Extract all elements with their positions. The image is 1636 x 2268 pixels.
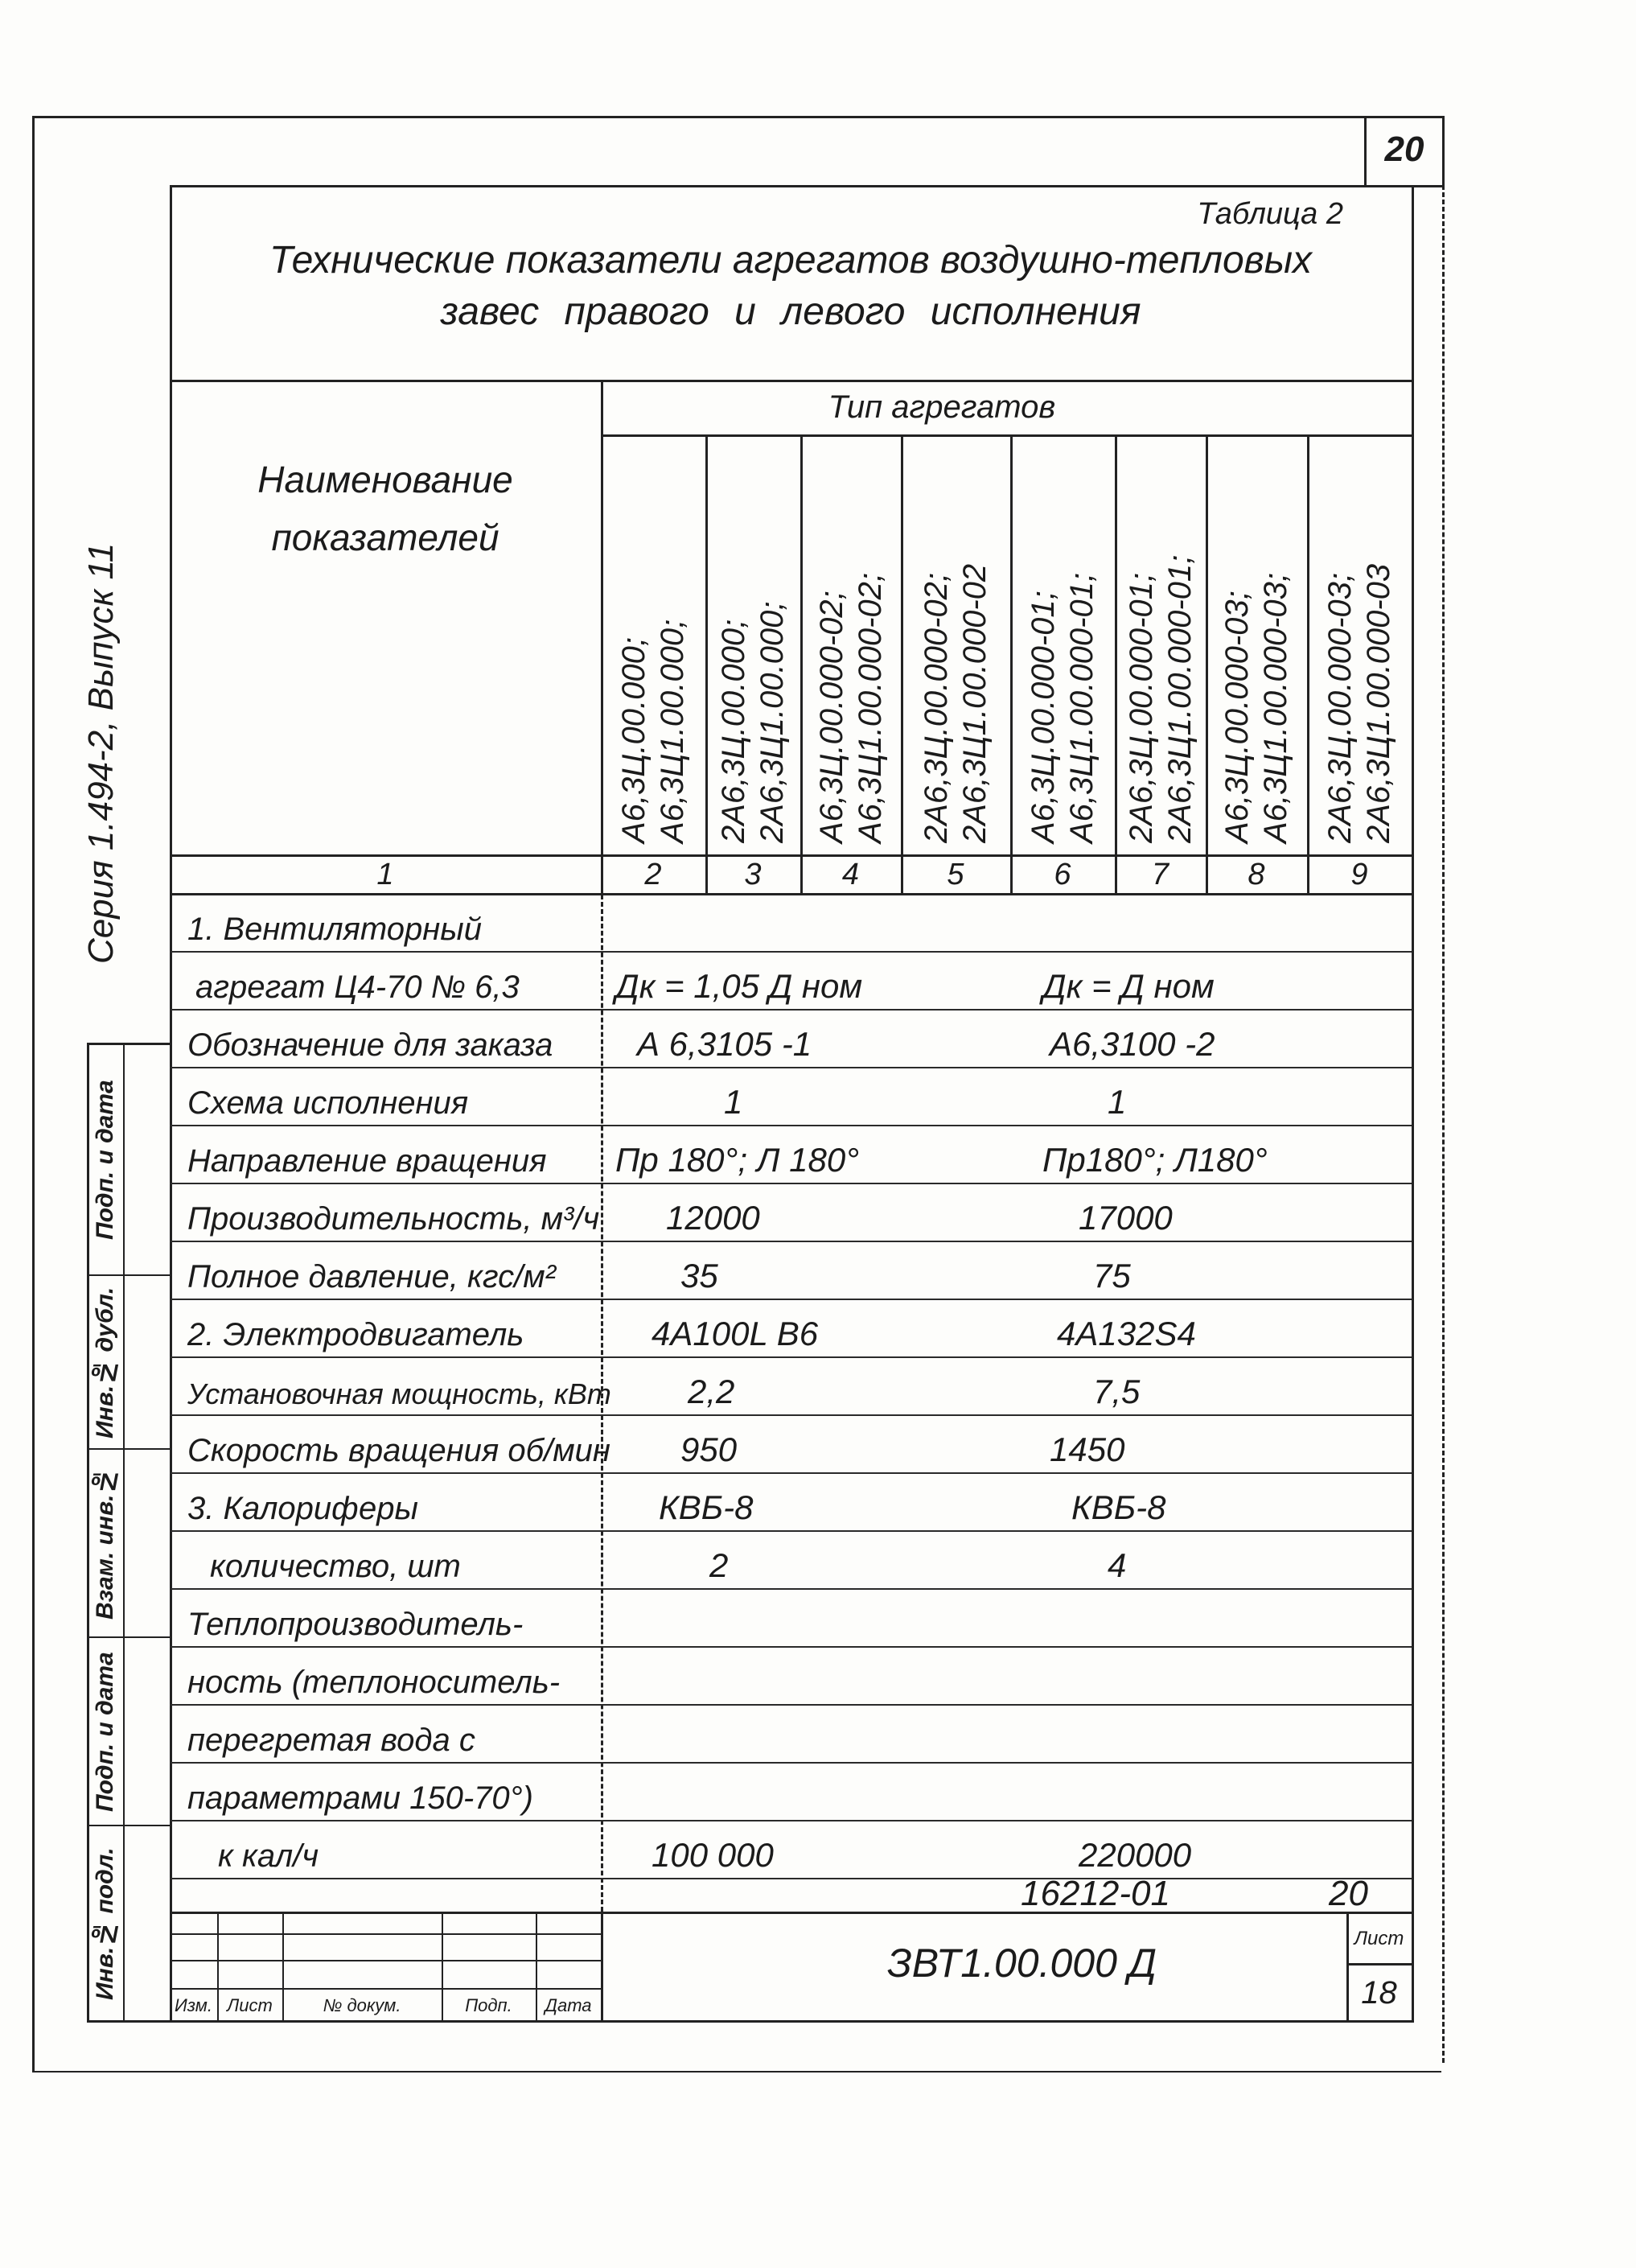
stamp-sign-date-2 xyxy=(87,1640,123,1825)
table-row xyxy=(170,1590,1412,1648)
value-left: 2,2 xyxy=(688,1373,735,1410)
column-number: 9 xyxy=(1350,858,1368,891)
row-label: 3. Калориферы xyxy=(187,1491,418,1526)
value-right: 1 xyxy=(1108,1083,1127,1121)
row-label: Схема исполнения xyxy=(187,1085,469,1121)
outer-frame-left xyxy=(32,116,35,2072)
value-left: 100 000 xyxy=(652,1836,774,1874)
value-left: А 6,3105 -1 xyxy=(637,1025,812,1063)
stamp-duplicate-inventory xyxy=(87,1278,123,1448)
row-label: Направление вращения xyxy=(187,1143,547,1179)
row-label: ность (теплоноситель- xyxy=(187,1665,561,1700)
type-header-text xyxy=(714,452,791,843)
value-right: 4 xyxy=(1108,1546,1127,1584)
type-header-text xyxy=(1321,452,1398,843)
type-group-header: Тип агрегатов xyxy=(828,389,1056,425)
stamp-label: Инв.№ подл. xyxy=(92,1847,118,2001)
table-row xyxy=(170,1648,1412,1706)
series-text: Серия 1.494-2, Выпуск 11 xyxy=(81,542,121,964)
type-code-line: 2А6,3Ц.00.000-02; xyxy=(919,573,954,843)
value-left: 12000 xyxy=(666,1199,760,1237)
table-row xyxy=(170,1821,1412,1879)
stamp-label: Взам. инв.№ xyxy=(92,1467,118,1620)
column-number: 7 xyxy=(1151,858,1169,891)
name-column-header-line: Наименование xyxy=(257,459,513,500)
type-header-text xyxy=(615,452,692,843)
document-designation: ЗВТ1.00.000 Д xyxy=(887,1941,1157,1986)
column-number: 4 xyxy=(841,858,860,891)
type-code-line: А6,3Ц.00.000-03; xyxy=(1219,591,1255,843)
type-code-line: А6,3Ц.00.000-01; xyxy=(1026,591,1061,843)
type-header-text xyxy=(1218,452,1295,843)
table-row xyxy=(170,1242,1412,1300)
type-code-line: 2А6,3Ц.00.000-01; xyxy=(1123,573,1159,843)
column-number: 8 xyxy=(1248,858,1265,891)
table-row xyxy=(170,1706,1412,1764)
type-code-line: А6,3Ц1.00.000-01; xyxy=(1064,573,1100,843)
type-code-line: 2А6,3Ц.00.000; xyxy=(716,619,751,843)
value-right: 7,5 xyxy=(1093,1373,1141,1410)
value-right: 1450 xyxy=(1050,1430,1125,1468)
value-left: 2 xyxy=(709,1546,729,1584)
table-title-line-1: Технические показатели агрегатов воздушно-тепловых xyxy=(269,239,1313,282)
stamp-strip-line xyxy=(87,1448,170,1450)
page-number-box xyxy=(1364,116,1445,187)
table-row xyxy=(170,1474,1412,1532)
row-label: перегретая вода с xyxy=(187,1723,475,1758)
title-block-col-sheet: Лист xyxy=(227,1995,273,2015)
type-code-line: 2А6,3Ц1.00.000; xyxy=(754,601,790,843)
sheet-number: 18 xyxy=(1361,1975,1397,2011)
stamp-strip-inner-line xyxy=(123,1043,125,2023)
type-header-col-8 xyxy=(1206,434,1307,854)
type-header-text xyxy=(917,452,994,843)
stamp-label: Подп. и дата xyxy=(92,1080,118,1241)
table-row xyxy=(170,1358,1412,1416)
row-label: Обозначение для заказа xyxy=(187,1027,553,1063)
row-label: количество, шт xyxy=(210,1549,461,1584)
value-left: 950 xyxy=(680,1430,738,1468)
row-label: к кал/ч xyxy=(218,1838,319,1874)
row-label: агрегат Ц4-70 № 6,3 xyxy=(195,969,520,1005)
type-code-line: 2А6,3Ц1.00.000-03 xyxy=(1361,563,1396,843)
type-code-line: А6,3Ц1.00.000-03; xyxy=(1258,573,1293,843)
value-left: 4А100L В6 xyxy=(652,1315,819,1352)
type-header-col-4 xyxy=(800,434,901,854)
stamp-strip-line xyxy=(87,2020,170,2023)
value-left: 1 xyxy=(724,1083,743,1121)
type-code-line: А6,3Ц1.00.000-02; xyxy=(852,573,888,843)
table-row xyxy=(170,1011,1412,1068)
type-code-line: А6,3Ц1.00.000; xyxy=(655,619,690,843)
stamp-strip-line xyxy=(87,1825,170,1826)
name-column-header-line: показателей xyxy=(271,517,499,558)
column-number: 1 xyxy=(376,858,394,891)
page-number: 20 xyxy=(1384,130,1424,169)
stamp-strip-line xyxy=(87,1636,170,1638)
type-header-col-7 xyxy=(1115,434,1206,854)
row-label: Производительность, м³/ч xyxy=(187,1201,600,1237)
column-number: 6 xyxy=(1054,858,1071,891)
row-label: Скорость вращения об/мин xyxy=(187,1433,610,1468)
value-right: 220000 xyxy=(1079,1836,1192,1874)
table-label: Таблица 2 xyxy=(1197,197,1343,231)
stamp-label: Инв.№ дубл. xyxy=(92,1286,118,1439)
type-code-line: 2А6,3Ц1.00.000-02 xyxy=(957,563,993,843)
table-row xyxy=(170,1184,1412,1242)
type-code-line: А6,3Ц.00.000; xyxy=(616,637,652,843)
type-code-line: 2А6,3Ц1.00.000-01; xyxy=(1161,554,1198,843)
table-row xyxy=(170,1416,1412,1474)
stamp-label: Подп. и дата xyxy=(92,1652,118,1813)
row-label: Полное давление, кгс/м² xyxy=(187,1259,556,1295)
series-label xyxy=(77,507,125,999)
table-title-line-2: завес правого и левого исполнения xyxy=(440,290,1141,333)
row-label: 2. Электродвигатель xyxy=(187,1317,524,1352)
type-header-col-6 xyxy=(1010,434,1115,854)
column-number: 3 xyxy=(744,858,762,891)
type-header-text xyxy=(812,452,890,843)
value-left: Дк = 1,05 Д ном xyxy=(615,967,863,1005)
type-header-col-9 xyxy=(1307,434,1412,854)
footer-row xyxy=(170,1874,1412,1913)
outer-frame-right xyxy=(1442,185,1445,2063)
value-right: 17000 xyxy=(1079,1199,1173,1237)
column-number: 2 xyxy=(644,858,662,891)
stamp-original-inventory xyxy=(87,1828,123,2020)
footer-sheet-number: 20 xyxy=(1329,1874,1368,1913)
type-header-text xyxy=(1122,452,1199,843)
row-label: параметрами 150-70°) xyxy=(187,1780,533,1816)
value-right: 75 xyxy=(1093,1257,1131,1295)
type-header-col-2 xyxy=(601,434,705,854)
title-block-col-change: Изм. xyxy=(175,1995,212,2015)
title-block-col-signature: Подп. xyxy=(465,1995,512,2015)
outer-frame-top xyxy=(32,116,1445,118)
table-row xyxy=(170,895,1412,953)
stamp-replacement-inventory xyxy=(87,1451,123,1636)
name-column-header xyxy=(170,380,601,854)
table-row xyxy=(170,1300,1412,1358)
stamp-strip-line xyxy=(87,1043,170,1045)
table-row xyxy=(170,1068,1412,1126)
table-row xyxy=(170,1532,1412,1590)
row-label: Установочная мощность, кВт xyxy=(187,1377,611,1410)
row-label: 1. Вентиляторный xyxy=(187,912,482,947)
title-block-top-line xyxy=(170,1912,1412,1914)
type-header-col-3 xyxy=(705,434,800,854)
table-row xyxy=(170,1764,1412,1821)
value-left: КВБ-8 xyxy=(659,1488,754,1526)
outer-frame-bottom xyxy=(32,2071,1441,2072)
title-block-col-date: Дата xyxy=(545,1995,592,2015)
type-header-text xyxy=(1024,452,1101,843)
value-left: Пр 180°; Л 180° xyxy=(615,1141,860,1179)
value-right: КВБ-8 xyxy=(1071,1488,1166,1526)
type-header-col-5 xyxy=(901,434,1010,854)
type-code-line: 2А6,3Ц.00.000-03; xyxy=(1322,573,1358,843)
title-block-col-doc-number: № докум. xyxy=(323,1995,401,2015)
value-right: Пр180°; Л180° xyxy=(1042,1141,1268,1179)
value-right: 4А132S4 xyxy=(1057,1315,1196,1352)
table-row xyxy=(170,953,1412,1011)
document-code: 16212-01 xyxy=(1021,1874,1170,1913)
row-label: Теплопроизводитель- xyxy=(187,1607,524,1642)
type-code-line: А6,3Ц.00.000-02; xyxy=(813,591,849,843)
sheet-label: Лист xyxy=(1354,1928,1404,1949)
table-row xyxy=(170,1126,1412,1184)
column-number: 5 xyxy=(947,858,964,891)
stamp-strip-line xyxy=(87,1274,170,1276)
value-left: 35 xyxy=(680,1257,718,1295)
stamp-sign-date xyxy=(87,1046,123,1274)
value-right: Дк = Д ном xyxy=(1042,967,1215,1005)
value-right: А6,3100 -2 xyxy=(1050,1025,1215,1063)
